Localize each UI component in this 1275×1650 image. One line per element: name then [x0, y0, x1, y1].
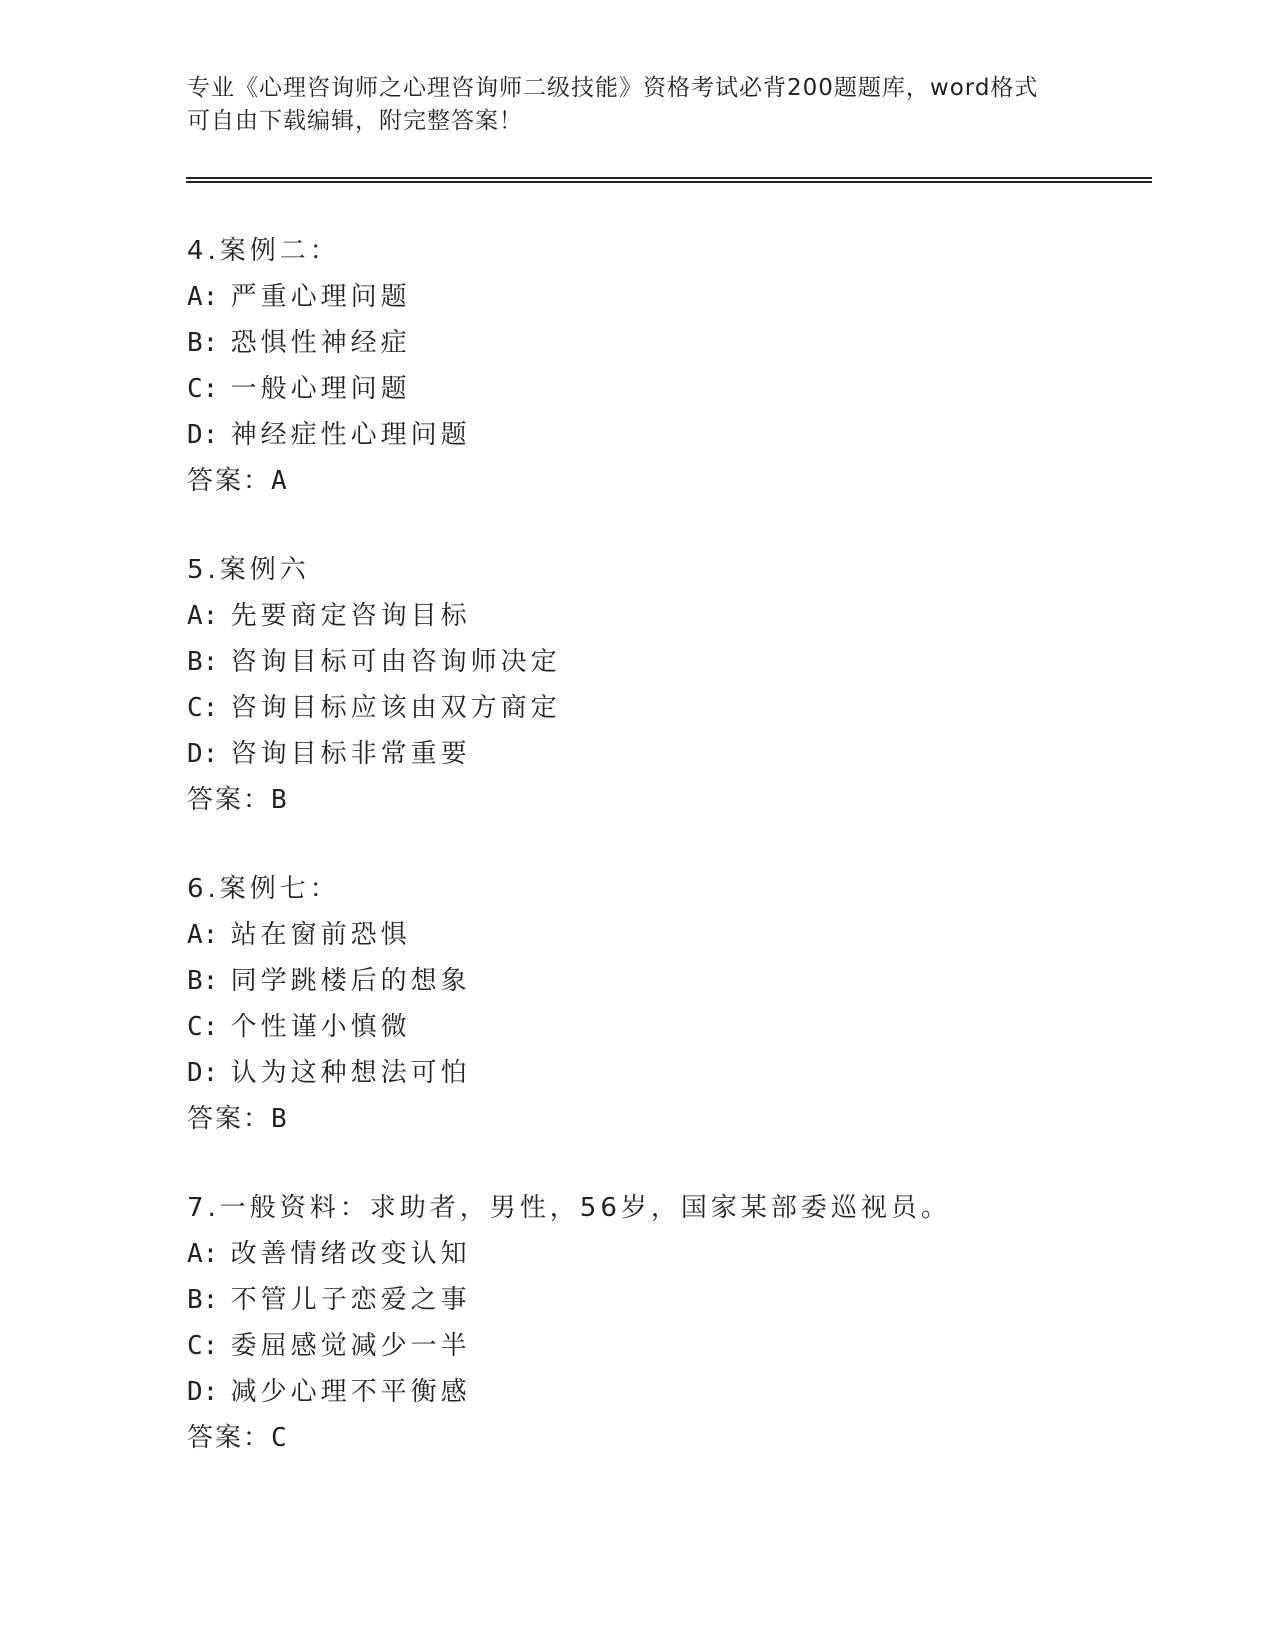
question-block [187, 228, 1087, 504]
option-c [187, 685, 1087, 731]
answer-line [187, 458, 1087, 504]
option-letter: D: [187, 1058, 219, 1088]
option-c [187, 366, 1087, 412]
option-text: 委屈感觉减少一半 [230, 1331, 471, 1361]
option-text: 恐惧性神经症 [230, 328, 411, 358]
question-block [187, 1185, 1087, 1461]
option-b [187, 958, 1087, 1004]
question-stem: 5.案例六 [187, 555, 310, 585]
question-stem: 4.案例二： [187, 236, 340, 266]
answer-label: 答案： [187, 1104, 272, 1134]
answer-line [187, 1096, 1087, 1142]
option-letter: A: [187, 920, 219, 950]
option-letter: B: [187, 647, 219, 677]
option-text: 个性谨小慎微 [230, 1012, 411, 1042]
option-text: 咨询目标应该由双方商定 [230, 693, 561, 723]
option-c [187, 1004, 1087, 1050]
option-letter: A: [187, 601, 219, 631]
option-letter: C: [187, 1331, 219, 1361]
option-b [187, 639, 1087, 685]
header-double-rule [186, 177, 1152, 183]
option-letter: C: [187, 693, 219, 723]
page-header [187, 72, 1067, 138]
option-a [187, 1231, 1087, 1277]
answer-value: A [271, 466, 287, 496]
option-text: 改善情绪改变认知 [230, 1239, 471, 1269]
answer-line [187, 1415, 1087, 1461]
option-letter: D: [187, 420, 219, 450]
answer-label: 答案： [187, 1423, 272, 1453]
question-stem: 7.一般资料：求助者，男性，56岁，国家某部委巡视员。 [187, 1193, 951, 1223]
option-letter: B: [187, 328, 219, 358]
option-text: 一般心理问题 [230, 374, 411, 404]
header-title-line-1: 专业《心理咨询师之心理咨询师二级技能》资格考试必背200题题库，word格式 [187, 75, 1039, 101]
option-letter: B: [187, 966, 219, 996]
option-d [187, 412, 1087, 458]
option-d [187, 1050, 1087, 1096]
option-letter: C: [187, 1012, 219, 1042]
option-text: 先要商定咨询目标 [230, 601, 471, 631]
option-letter: D: [187, 1377, 219, 1407]
answer-value: C [271, 1423, 287, 1453]
option-a [187, 593, 1087, 639]
option-b [187, 320, 1087, 366]
option-text: 同学跳楼后的想象 [230, 966, 471, 996]
question-block [187, 866, 1087, 1142]
answer-value: B [271, 785, 287, 815]
option-text: 咨询目标非常重要 [230, 739, 471, 769]
option-letter: C: [187, 374, 219, 404]
option-text: 咨询目标可由咨询师决定 [230, 647, 561, 677]
option-letter: A: [187, 1239, 219, 1269]
option-text: 神经症性心理问题 [230, 420, 471, 450]
option-a [187, 274, 1087, 320]
option-text: 认为这种想法可怕 [230, 1058, 471, 1088]
option-letter: A: [187, 282, 219, 312]
header-title-line-2: 可自由下载编辑，附完整答案！ [187, 108, 523, 134]
option-a [187, 912, 1087, 958]
option-d [187, 1369, 1087, 1415]
option-letter: D: [187, 739, 219, 769]
option-text: 严重心理问题 [230, 282, 411, 312]
answer-label: 答案： [187, 785, 272, 815]
question-stem: 6.案例七： [187, 874, 340, 904]
answer-line [187, 777, 1087, 823]
option-text: 不管儿子恋爱之事 [230, 1285, 471, 1315]
option-c [187, 1323, 1087, 1369]
option-text: 站在窗前恐惧 [230, 920, 411, 950]
option-letter: B: [187, 1285, 219, 1315]
option-text: 减少心理不平衡感 [230, 1377, 471, 1407]
answer-label: 答案： [187, 466, 272, 496]
answer-value: B [271, 1104, 287, 1134]
option-d [187, 731, 1087, 777]
option-b [187, 1277, 1087, 1323]
question-block [187, 547, 1087, 823]
